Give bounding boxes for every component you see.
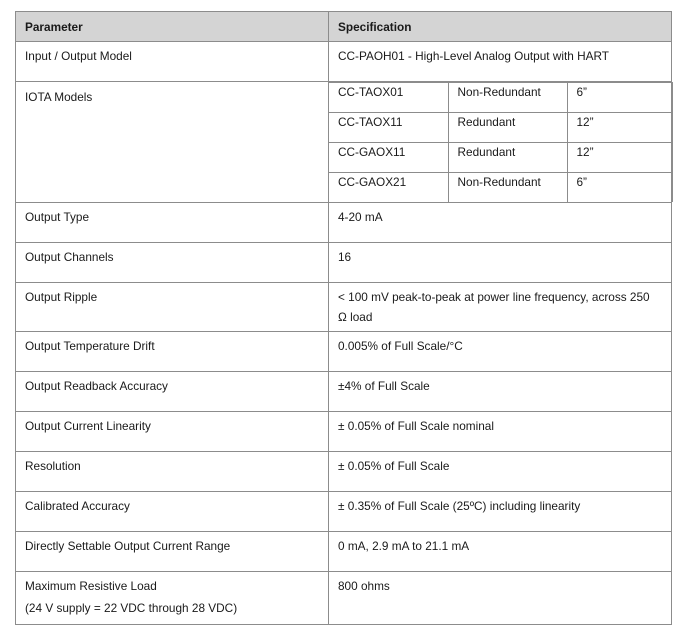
param-readback: Output Readback Accuracy bbox=[16, 372, 329, 412]
iota-redundancy: Redundant bbox=[448, 113, 567, 143]
spec-readback: ±4% of Full Scale bbox=[329, 372, 672, 412]
iota-redundancy: Non-Redundant bbox=[448, 173, 567, 203]
iota-row bbox=[329, 143, 672, 173]
spec-io-model: CC-PAOH01 - High-Level Analog Output with HART bbox=[329, 42, 672, 82]
spec-current-range: 0 mA, 2.9 mA to 21.1 mA bbox=[329, 532, 672, 572]
table-row bbox=[16, 572, 672, 625]
iota-redundancy: Non-Redundant bbox=[448, 83, 567, 113]
iota-model: CC-GAOX11 bbox=[329, 143, 448, 173]
table-row bbox=[16, 452, 672, 492]
table-row bbox=[16, 243, 672, 283]
table-row-iota bbox=[16, 82, 672, 203]
param-output-ripple: Output Ripple bbox=[16, 283, 329, 332]
iota-size: 6” bbox=[567, 83, 672, 113]
iota-size: 12” bbox=[567, 143, 672, 173]
spec-output-ripple-line2: Ω load bbox=[338, 310, 373, 324]
spec-output-type: 4-20 mA bbox=[329, 203, 672, 243]
param-output-type: Output Type bbox=[16, 203, 329, 243]
param-current-range: Directly Settable Output Current Range bbox=[16, 532, 329, 572]
iota-row bbox=[329, 113, 672, 143]
iota-size: 12” bbox=[567, 113, 672, 143]
param-output-channels: Output Channels bbox=[16, 243, 329, 283]
iota-models-cell bbox=[329, 82, 672, 203]
param-io-model: Input / Output Model bbox=[16, 42, 329, 82]
iota-row bbox=[329, 173, 672, 203]
spec-calibrated: ± 0.35% of Full Scale (25ºC) including linearity bbox=[329, 492, 672, 532]
spec-output-channels: 16 bbox=[329, 243, 672, 283]
table-row bbox=[16, 203, 672, 243]
spec-output-ripple bbox=[329, 283, 672, 332]
iota-size: 6” bbox=[567, 173, 672, 203]
param-calibrated: Calibrated Accuracy bbox=[16, 492, 329, 532]
param-resistive-load-line1: Maximum Resistive Load bbox=[25, 579, 157, 593]
spec-temp-drift: 0.005% of Full Scale/°C bbox=[329, 332, 672, 372]
param-resistive-load bbox=[16, 572, 329, 625]
header-parameter: Parameter bbox=[16, 12, 329, 42]
spec-resistive-load: 800 ohms bbox=[329, 572, 672, 625]
clipped-heading-strip bbox=[0, 0, 683, 10]
param-temp-drift: Output Temperature Drift bbox=[16, 332, 329, 372]
iota-model: CC-GAOX21 bbox=[329, 173, 448, 203]
table-row bbox=[16, 412, 672, 452]
iota-redundancy: Redundant bbox=[448, 143, 567, 173]
param-linearity: Output Current Linearity bbox=[16, 412, 329, 452]
spec-linearity: ± 0.05% of Full Scale nominal bbox=[329, 412, 672, 452]
table-row bbox=[16, 283, 672, 332]
table-row bbox=[16, 532, 672, 572]
table-row bbox=[16, 492, 672, 532]
param-resistive-load-line2: (24 V supply = 22 VDC through 28 VDC) bbox=[25, 601, 238, 615]
specification-table bbox=[15, 11, 672, 625]
header-specification: Specification bbox=[329, 12, 672, 42]
spec-resolution: ± 0.05% of Full Scale bbox=[329, 452, 672, 492]
iota-models-table bbox=[329, 82, 673, 202]
table-row bbox=[16, 42, 672, 82]
iota-model: CC-TAOX11 bbox=[329, 113, 448, 143]
table-row bbox=[16, 332, 672, 372]
param-resolution: Resolution bbox=[16, 452, 329, 492]
table-header-row bbox=[16, 12, 672, 42]
iota-model: CC-TAOX01 bbox=[329, 83, 448, 113]
spec-output-ripple-line1: < 100 mV peak-to-peak at power line frequency, across 250 bbox=[338, 290, 650, 304]
table-row bbox=[16, 372, 672, 412]
iota-row bbox=[329, 83, 672, 113]
param-iota-models: IOTA Models bbox=[16, 82, 329, 203]
